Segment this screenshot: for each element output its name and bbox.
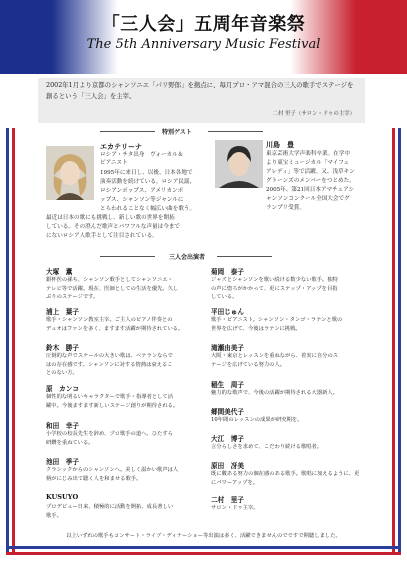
left-blue-stripe xyxy=(6,128,9,552)
footer-note: 以上いずれの歌手もコンサート・ライブ・ディナーショー等出演は多く、活躍できませんのでですで期聴しました。 xyxy=(66,533,341,539)
member-name: 滝瀬由美子 xyxy=(211,344,244,352)
member-name: 稲生 周子 xyxy=(211,381,244,389)
left-red-stripe xyxy=(12,128,15,552)
member-name: 郷間美代子 xyxy=(211,408,244,416)
ekaterina-photo xyxy=(46,146,94,200)
member-name: 和田 幸子 xyxy=(46,422,79,430)
member-name: 菊岡 泰子 xyxy=(211,268,244,276)
member-desc: 歌手・シャンソン教室主宰。ご主人のピアノ伴奏との デュオはファンを多く、ますます活躍が期待されている。 xyxy=(46,317,184,332)
intro-signature: 二村 里子（サロン・ドゥの主宰） xyxy=(272,111,355,117)
guest-heading-rule-left xyxy=(100,131,155,132)
member-desc: 個性的な明るいキャラクターで歌手・指導者として活 躍中。今後ますます新しいステージ創りが期待される。 xyxy=(46,394,179,409)
guest-heading-rule-right xyxy=(208,131,263,132)
member-name: 原田 冴美 xyxy=(211,462,244,470)
kawashima-portrait-icon xyxy=(215,140,263,188)
member-name: 池田 季子 xyxy=(46,458,79,466)
member-desc: サロン・ドゥ主宰。 xyxy=(211,505,259,511)
guest-name-ekaterina: エカテリーナ xyxy=(100,142,142,151)
guest-text-kawashima: 東京芸術大学声楽科卒業。在学中 より東宝ミュージカル「マイフェ アレディ」等で活躍。又、浅草キン グトーンズのメンバーをつとめた。 2005年、第21回日本アマチュアシ ャンソンコンクール全国大会でグ ランプリ受賞。 xyxy=(266,151,355,211)
member-desc: 魅力的な歌声で、今後の活躍が期待される大器新人。 xyxy=(211,390,339,396)
member-desc: 歌手・ピアニスト。シャンソン・タンゴ・ラテンと歌の 世界を広げて、今後はラテンに挑戦。 xyxy=(211,317,343,332)
guest-text-ekaterina-bottom: 最近は日本の歌にも挑戦し、新しい歌の世界を開拓 している。その澄んだ歌声とパワフルな声量は今まで にないロシア人歌手として注目されている。 xyxy=(46,215,181,239)
member-desc: 銀杯医の孫ち、シャンソン歌手としてシャンソニエ・ テレビ等で活躍。現在、医師としての生活を優先。久し ぶりのステージです。 xyxy=(46,277,179,300)
member-name: KUSUYO xyxy=(46,493,79,501)
kawashima-photo xyxy=(215,140,263,188)
member-desc: プロデビュー日来、積極的に活動を開拓、成長著しい 歌手。 xyxy=(46,504,174,519)
members-heading-rule-left xyxy=(100,256,155,257)
guest-name-kawashima: 川島 豊 xyxy=(266,140,294,149)
ekaterina-portrait-icon xyxy=(46,146,94,200)
member-name: 大塚 薫 xyxy=(46,268,73,276)
event-title: 「三人会」五周年音楽祭 xyxy=(101,14,306,35)
member-desc: 小学校の校長先生を辞め、プロ歌手の道へ。ひたすら 研鑽を重ねている。 xyxy=(46,431,173,446)
member-desc: 圧倒的な声でスケールの大きい歌は、ベテランならで はの存在感です。シャンソンに対する情熱は衰えるこ とのない方。 xyxy=(46,353,173,376)
event-subtitle: The 5th Anniversary Music Festival xyxy=(86,37,321,52)
right-red-stripe xyxy=(392,128,395,552)
member-name: 原 カンコ xyxy=(46,385,79,393)
guest-heading: 特別ゲスト xyxy=(162,129,192,136)
member-desc: 10年間のレッスンの成果が研究期を。 xyxy=(211,417,303,423)
right-blue-stripe xyxy=(398,128,401,552)
intro-text: 2002年1月より京都のシャンソニエ「パリ野郎」を拠点に、毎月プロ・アマ混合の三人の歌手でステージを創るという「三人会」を主宰。 xyxy=(46,81,354,100)
member-desc: 大阪・東京とレッスンを重ねながら、着実に自分のス テージを広げている努力の人。 xyxy=(211,353,339,368)
member-name: 平田じゅん xyxy=(211,308,244,316)
members-heading: 三人会出演者 xyxy=(169,254,206,261)
member-desc: クラシックからのシャンソンへ。美しく温かい歌声は人 柄がにじみ出て聴く人を和ませる歌手。 xyxy=(46,467,179,482)
members-heading-rule-right xyxy=(217,256,272,257)
member-desc: 既に數ある努力の個在感のある歌手。歌唱に加えるように、更 にパワーアップを。 xyxy=(211,471,360,486)
member-name: 二村 里子 xyxy=(211,496,244,504)
member-name: 鈴木 勝子 xyxy=(46,344,79,352)
guest-origin-ekaterina: ロシア・チタ出身 ヴォーカル＆ ピアニスト xyxy=(100,152,184,166)
guest-text-ekaterina-right: 1995年に来日し、以後、日本各地で 演奏活動を続けている。ロシア民謡、 ロシアンポップス、アメリカンポ ップス、シャンソン等ジャンルに とらわれることなく幅広い曲を歌う。 xyxy=(100,170,196,212)
bottom-blue-stripe xyxy=(6,546,401,549)
member-desc: ジャズとシャンソンを歌い続ける数少ない歌手。独特 の声に惚ろがかかって、更にステップ・アップを目指 している。 xyxy=(211,277,338,300)
member-desc: 言分らしさを求めて、こだわり続ける歌唱者。 xyxy=(211,444,323,450)
bottom-red-stripe xyxy=(6,552,401,555)
member-name: 大江 博子 xyxy=(211,435,244,443)
member-name: 浦上 葉子 xyxy=(46,308,79,316)
intro-box xyxy=(38,78,365,123)
